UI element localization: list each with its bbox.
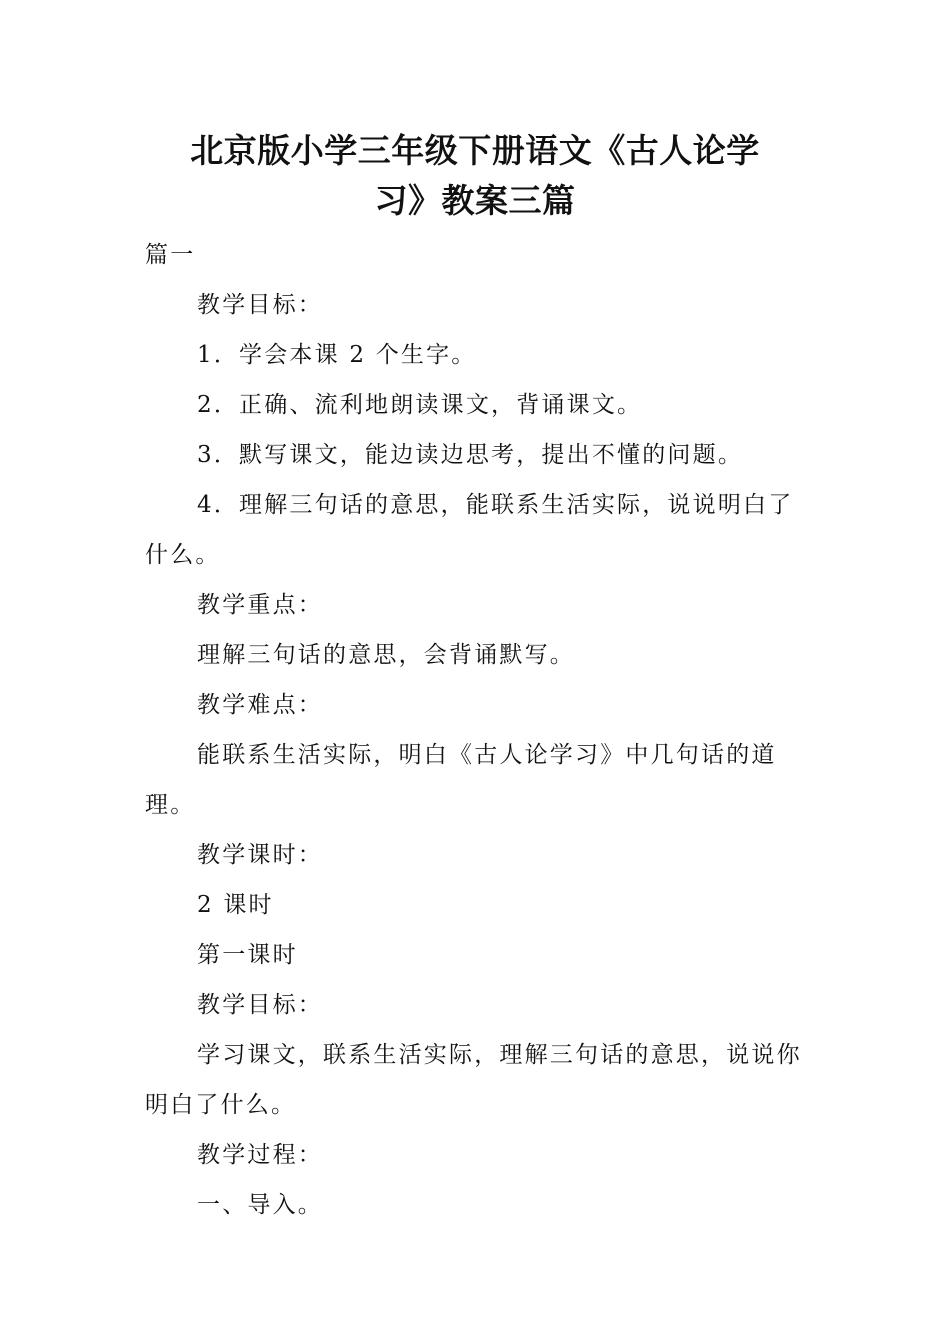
paragraph: 第一课时 <box>197 942 298 968</box>
section-heading: 篇一 <box>145 242 196 268</box>
paragraph: 能联系生活实际，明白《古人论学习》中几句话的道理。 <box>145 742 777 818</box>
title-line-2: 习》教案三篇 <box>374 181 576 220</box>
paragraph: 教学目标： <box>197 992 323 1018</box>
paragraph: 教学难点： <box>197 692 323 718</box>
paragraph: 1．学会本课 2 个生字。 <box>197 342 477 368</box>
paragraph: 2．正确、流利地朗读课文，背诵课文。 <box>197 392 643 418</box>
paragraph: 教学重点： <box>197 592 323 618</box>
paragraph: 2 课时 <box>197 892 274 918</box>
paragraph: 教学目标： <box>197 292 323 318</box>
paragraph: 4．理解三句话的意思，能联系生活实际，说说明白了什么。 <box>145 492 794 568</box>
title-line-1: 北京版小学三年级下册语文《古人论学 <box>190 131 760 170</box>
document-body <box>145 230 810 1230</box>
paragraph: 一、导入。 <box>197 1192 323 1218</box>
paragraph: 3．默写课文，能边读边思考，提出不懂的问题。 <box>197 442 744 468</box>
paragraph: 教学课时： <box>197 842 323 868</box>
document-title <box>145 126 805 226</box>
paragraph: 理解三句话的意思，会背诵默写。 <box>197 642 575 668</box>
paragraph: 教学过程： <box>197 1142 323 1168</box>
paragraph: 学习课文，联系生活实际，理解三句话的意思，说说你明白了什么。 <box>145 1042 802 1118</box>
